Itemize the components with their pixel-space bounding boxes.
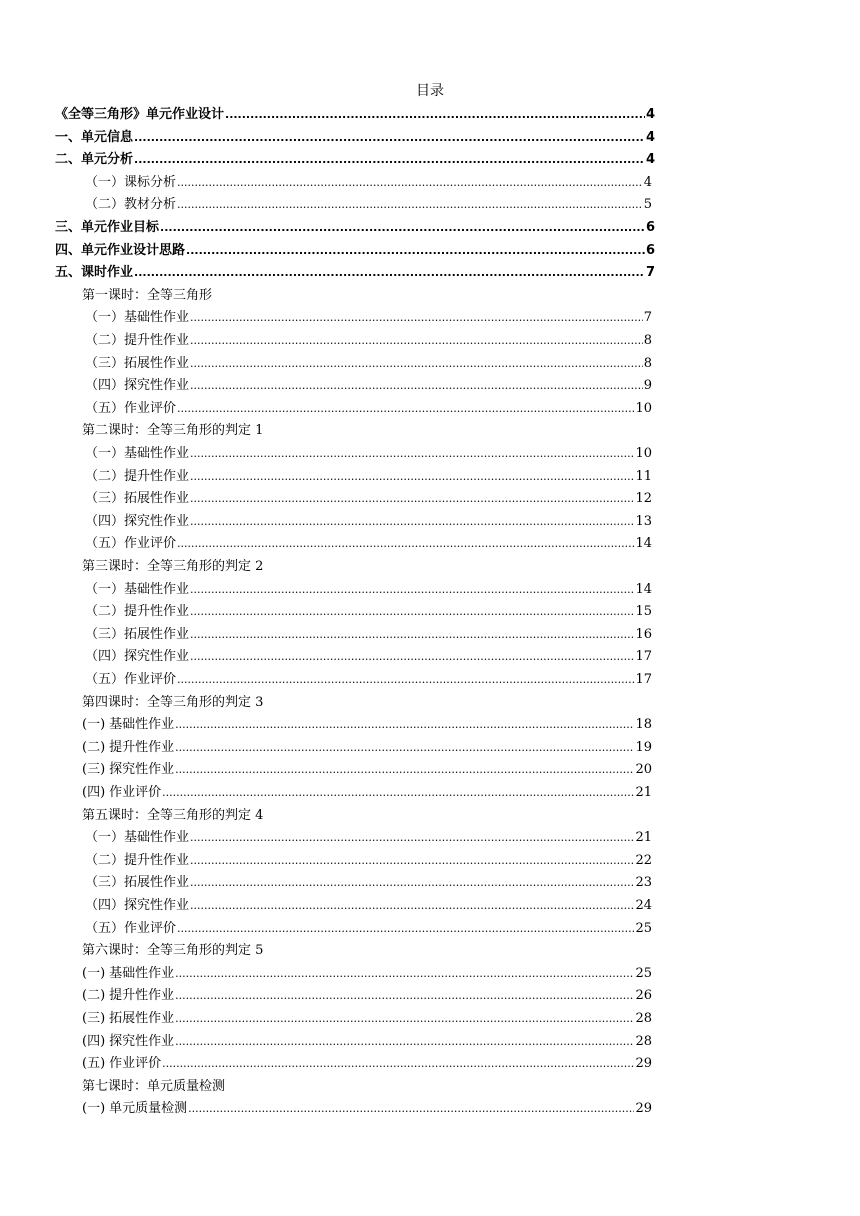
toc-lesson-heading <box>82 693 652 713</box>
toc-page-number: 11 <box>635 468 652 484</box>
toc-entry[interactable] <box>85 919 652 939</box>
toc-entry-number: (一) <box>82 1101 106 1117</box>
toc-entry-number: （二） <box>85 333 125 348</box>
toc-entry-number: （二） <box>85 852 125 868</box>
toc-entry-label: 单元质量检测 <box>109 1101 188 1117</box>
toc-page-number: 21 <box>635 830 652 846</box>
dot-leader <box>177 399 634 413</box>
toc-entry-label: 拓展性作业 <box>124 355 190 371</box>
dot-leader <box>175 738 634 752</box>
toc-page-number: 4 <box>645 152 655 168</box>
toc-entry-label: 探究性作业 <box>109 1033 175 1049</box>
toc-page-number: 13 <box>635 513 652 529</box>
toc-entry[interactable] <box>85 331 652 351</box>
dot-leader <box>177 173 643 187</box>
toc-entry[interactable] <box>55 241 655 261</box>
dot-leader <box>190 467 634 481</box>
toc-page-number: 16 <box>635 626 652 642</box>
toc-entry[interactable] <box>85 173 652 193</box>
toc-entry-label: 提升性作业 <box>124 604 190 620</box>
toc-entry-label: 单元作业设计思路 <box>81 242 186 258</box>
toc-page-number: 14 <box>635 536 652 552</box>
toc-entry-number: （二） <box>85 468 125 484</box>
toc-page-number: 28 <box>635 1011 652 1026</box>
dot-leader <box>175 715 634 729</box>
toc-page-number: 10 <box>635 400 652 416</box>
dot-leader <box>190 376 643 390</box>
toc-entry-number: （三） <box>85 355 125 371</box>
toc-entry[interactable] <box>85 602 652 622</box>
toc-page-number: 5 <box>643 197 652 213</box>
toc-lesson-heading <box>82 806 652 826</box>
toc-page-number: 14 <box>635 581 652 597</box>
toc-entry-label: 基础性作业 <box>124 830 190 846</box>
toc-entry-number: （二） <box>85 604 125 620</box>
toc-entry[interactable] <box>82 715 652 735</box>
dot-leader <box>177 534 634 548</box>
toc-entry-label: 基础性作业 <box>124 446 190 461</box>
toc-page-number: 24 <box>635 898 652 913</box>
dot-leader <box>177 919 634 933</box>
lesson-title: 第五课时：全等三角形的判定 4 <box>82 807 264 823</box>
toc-lesson-heading <box>82 421 652 441</box>
toc-page-number: 29 <box>635 1101 652 1117</box>
lesson-title: 第六课时：全等三角形的判定 5 <box>82 943 264 959</box>
toc-page-number: 23 <box>635 875 652 891</box>
toc-entry[interactable] <box>55 128 655 148</box>
toc-entry-number: (四) <box>82 785 106 800</box>
toc-entry-label: 单元分析 <box>81 152 134 168</box>
toc-entry-label: 课时作业 <box>81 265 134 281</box>
toc-page-number: 4 <box>643 174 652 190</box>
toc-entry-label: 作业评价 <box>124 400 177 416</box>
toc-entry[interactable] <box>85 308 652 328</box>
toc-entry-number: (一) <box>82 965 106 981</box>
toc-page-number: 29 <box>635 1056 652 1072</box>
toc-entry[interactable] <box>85 534 652 554</box>
toc-entry-number: (一) <box>82 717 106 733</box>
toc-entry-label: 作业评价 <box>109 785 162 800</box>
dot-leader <box>177 195 643 209</box>
toc-entry-label: 探究性作业 <box>109 762 175 778</box>
toc-page-number: 19 <box>635 739 652 755</box>
dot-leader <box>175 964 634 978</box>
toc-entry-label: 探究性作业 <box>124 898 190 913</box>
toc-entry-label: 提升性作业 <box>124 333 190 348</box>
toc-entry-label: 提升性作业 <box>124 852 190 868</box>
lesson-title: 第一课时：全等三角形 <box>82 287 213 303</box>
toc-entry-number: (五) <box>82 1056 106 1072</box>
toc-page-number: 21 <box>635 785 652 800</box>
toc-entry[interactable] <box>55 218 655 238</box>
toc-page-number: 4 <box>645 107 655 122</box>
toc-entry[interactable] <box>85 399 652 419</box>
lesson-title: 第三课时：全等三角形的判定 2 <box>82 559 264 574</box>
toc-lesson-heading <box>82 1077 652 1097</box>
toc-page-number: 7 <box>645 265 655 281</box>
toc-entry-label: 拓展性作业 <box>124 491 190 507</box>
toc-entry-number: （四） <box>85 898 125 913</box>
dot-leader <box>134 128 645 142</box>
toc-entry-label: 基础性作业 <box>109 717 175 733</box>
toc-entry-label: 探究性作业 <box>124 513 190 529</box>
toc-entry[interactable] <box>55 105 655 125</box>
toc-page-number: 4 <box>645 129 655 145</box>
toc-entry-number: （五） <box>85 920 125 936</box>
dot-leader <box>190 308 643 322</box>
toc-entry-number: （一） <box>85 830 125 846</box>
dot-leader <box>162 1054 634 1068</box>
toc-entry-number: 二、 <box>55 152 82 168</box>
toc-entry[interactable] <box>85 625 652 645</box>
toc-entry-label: 提升性作业 <box>109 988 175 1004</box>
toc-entry[interactable] <box>85 828 652 848</box>
toc-entry[interactable] <box>85 851 652 871</box>
dot-leader <box>190 602 634 616</box>
toc-page-number: 15 <box>635 604 652 620</box>
toc-page-number: 9 <box>643 378 652 394</box>
dot-leader <box>225 105 645 119</box>
toc-entry-label: 拓展性作业 <box>124 875 190 891</box>
toc-entry-label: 拓展性作业 <box>109 1011 175 1026</box>
dot-leader <box>188 1099 634 1113</box>
dot-leader <box>190 354 643 368</box>
toc-entry-number: （三） <box>85 491 125 507</box>
dot-leader <box>160 218 645 232</box>
dot-leader <box>190 647 634 661</box>
toc-entry[interactable] <box>85 670 652 690</box>
toc-page-number: 20 <box>635 762 652 778</box>
toc-entry[interactable] <box>85 580 652 600</box>
dot-leader <box>186 241 645 255</box>
toc-entry-number: （二） <box>85 197 125 213</box>
toc-entry-label: 探究性作业 <box>124 378 190 394</box>
toc-entry[interactable] <box>85 873 652 893</box>
toc-entry-label: 教材分析 <box>124 197 177 213</box>
dot-leader <box>190 896 634 910</box>
toc-entry-number: （五） <box>85 400 125 416</box>
dot-leader <box>134 150 645 164</box>
toc-entry-label: 课标分析 <box>124 174 177 190</box>
toc-page-number: 17 <box>635 649 652 665</box>
toc-entry-number: (二) <box>82 988 106 1004</box>
toc-entry-label: 作业评价 <box>109 1056 162 1072</box>
toc-page-number: 12 <box>635 491 652 507</box>
toc-entry[interactable] <box>55 263 655 283</box>
toc-entry[interactable] <box>55 150 655 170</box>
toc-entry-number: （一） <box>85 310 125 326</box>
toc-page-number: 6 <box>645 220 655 235</box>
toc-entry-number: 一、 <box>55 129 82 145</box>
toc-entry[interactable] <box>82 964 652 984</box>
toc-page-number: 6 <box>645 242 655 258</box>
toc-entry-number: (二) <box>82 739 106 755</box>
toc-entry-label: 《全等三角形》单元作业设计 <box>55 107 225 122</box>
toc-entry-number: （四） <box>85 378 125 394</box>
toc-entry[interactable] <box>85 896 652 916</box>
toc-entry-number: (三) <box>82 1011 106 1026</box>
lesson-title: 第七课时：单元质量检测 <box>82 1078 226 1094</box>
dot-leader <box>190 331 643 345</box>
toc-entry[interactable] <box>82 1099 652 1119</box>
toc-page-number: 17 <box>635 672 652 687</box>
toc-entry[interactable] <box>82 760 652 780</box>
toc-entry[interactable] <box>85 444 652 464</box>
toc-entry-label: 探究性作业 <box>124 649 190 665</box>
toc-entry-label: 提升性作业 <box>124 468 190 484</box>
toc-entry[interactable] <box>85 467 652 487</box>
dot-leader <box>190 580 634 594</box>
toc-entry[interactable] <box>82 1032 652 1052</box>
toc-entry[interactable] <box>85 489 652 509</box>
toc-page-number: 25 <box>635 920 652 936</box>
dot-leader <box>175 986 634 1000</box>
toc-entry-number: 三、 <box>55 220 82 235</box>
toc-entry-number: （一） <box>85 446 125 461</box>
dot-leader <box>162 783 634 797</box>
dot-leader <box>175 1032 634 1046</box>
toc-entry[interactable] <box>85 195 652 215</box>
dot-leader <box>190 625 634 639</box>
toc-entry-number: (四) <box>82 1033 106 1049</box>
toc-page-number: 8 <box>643 333 652 348</box>
toc-entry-number: （四） <box>85 513 125 529</box>
dot-leader <box>190 851 634 865</box>
toc-entry-label: 作业评价 <box>124 536 177 552</box>
toc-entry[interactable] <box>82 783 652 803</box>
toc-entry-number: （四） <box>85 649 125 665</box>
toc-entry[interactable] <box>85 647 652 667</box>
toc-entry[interactable] <box>82 986 652 1006</box>
dot-leader <box>190 873 634 887</box>
toc-entry[interactable] <box>82 738 652 758</box>
toc-entry-number: （一） <box>85 581 125 597</box>
dot-leader <box>134 263 645 277</box>
toc-lesson-heading <box>82 941 652 961</box>
toc-entry-number: 四、 <box>55 242 82 258</box>
toc-entry-number: (三) <box>82 762 106 778</box>
toc-entry[interactable] <box>82 1054 652 1074</box>
dot-leader <box>175 760 634 774</box>
toc-page-number: 28 <box>635 1033 652 1049</box>
toc-page-number: 18 <box>635 717 652 733</box>
toc-entry[interactable] <box>82 1009 652 1029</box>
toc-page-number: 10 <box>635 446 652 461</box>
toc-entry[interactable] <box>85 354 652 374</box>
dot-leader <box>190 489 634 503</box>
toc-entry-number: （三） <box>85 626 125 642</box>
toc-lesson-heading <box>82 286 652 306</box>
dot-leader <box>190 512 634 526</box>
toc-page-number: 8 <box>643 355 652 371</box>
dot-leader <box>190 444 634 458</box>
lesson-title: 第二课时：全等三角形的判定 1 <box>82 423 264 439</box>
toc-entry-label: 单元作业目标 <box>81 220 160 235</box>
toc-entry-number: （五） <box>85 536 125 552</box>
toc-entry-label: 提升性作业 <box>109 739 175 755</box>
toc-entry-number: （一） <box>85 174 125 190</box>
toc-entry[interactable] <box>85 376 652 396</box>
toc-page-number: 25 <box>635 965 652 981</box>
toc-page-number: 7 <box>643 310 652 326</box>
toc-entry-number: 五、 <box>55 265 82 281</box>
toc-entry-number: （三） <box>85 875 125 891</box>
lesson-title: 第四课时：全等三角形的判定 3 <box>82 694 264 710</box>
toc-page-number: 26 <box>635 988 652 1004</box>
toc-page-number: 22 <box>635 852 652 868</box>
toc-title: 目录 <box>416 83 444 99</box>
toc-entry-label: 作业评价 <box>124 920 177 936</box>
toc-entry-label: 基础性作业 <box>109 965 175 981</box>
toc-entry[interactable] <box>85 512 652 532</box>
toc-entry-number: （五） <box>85 672 125 687</box>
toc-entry-label: 作业评价 <box>124 672 177 687</box>
dot-leader <box>177 670 634 684</box>
dot-leader <box>190 828 634 842</box>
toc-entry-label: 基础性作业 <box>124 581 190 597</box>
dot-leader <box>175 1009 634 1023</box>
toc-entry-label: 拓展性作业 <box>124 626 190 642</box>
toc-entry-label: 基础性作业 <box>124 310 190 326</box>
toc-entry-label: 单元信息 <box>81 129 134 145</box>
toc-lesson-heading <box>82 557 652 577</box>
